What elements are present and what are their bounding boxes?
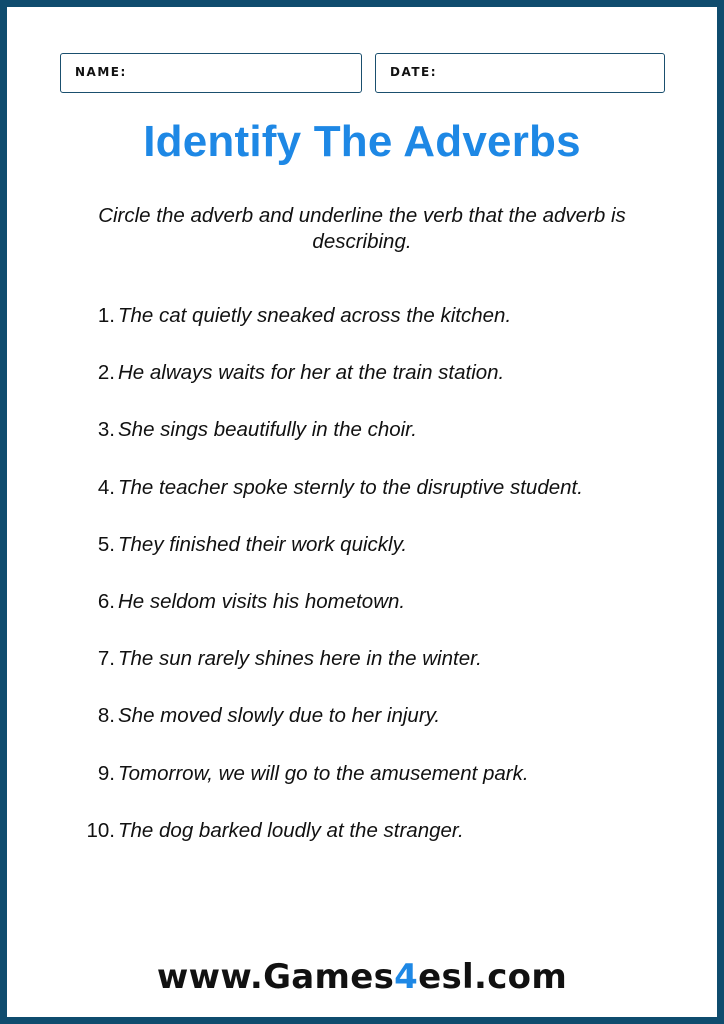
item-number: 7. (97, 647, 115, 671)
list-item (7, 361, 717, 418)
item-number: 9. (97, 761, 115, 785)
item-sentence: Tomorrow, we will go to the amusement park. (118, 761, 529, 785)
item-sentence: She moved slowly due to her injury. (118, 704, 441, 728)
date-field[interactable] (375, 53, 665, 93)
item-number: 6. (97, 589, 115, 613)
item-sentence: The sun rarely shines here in the winter. (118, 647, 482, 671)
list-item (7, 304, 717, 361)
footer-accent: 4 (394, 957, 419, 997)
website-footer (7, 957, 717, 997)
item-sentence: The teacher spoke sternly to the disruptive student. (118, 475, 583, 499)
item-sentence: He seldom visits his hometown. (118, 589, 406, 613)
date-label: DATE: (390, 65, 437, 79)
list-item (7, 762, 717, 819)
exercise-list (7, 304, 717, 876)
item-number: 10. (86, 818, 115, 842)
list-item (7, 476, 717, 533)
item-sentence: The dog barked loudly at the stranger. (118, 818, 464, 842)
footer-suffix: esl.com (418, 957, 568, 997)
list-item (7, 704, 717, 761)
item-number: 5. (97, 532, 115, 556)
list-item (7, 819, 717, 876)
item-sentence: He always waits for her at the train station. (118, 361, 505, 385)
name-label: NAME: (75, 65, 127, 79)
item-number: 3. (97, 418, 115, 442)
item-sentence: They finished their work quickly. (118, 532, 408, 556)
instructions-text: Circle the adverb and underline the verb that the adverb is describing. (98, 204, 626, 253)
footer-prefix: www.Games (156, 957, 395, 997)
name-field[interactable] (60, 53, 362, 93)
item-number: 8. (97, 704, 115, 728)
list-item (7, 590, 717, 647)
page-title: Identify The Adverbs (143, 117, 581, 166)
item-number: 2. (97, 361, 115, 385)
item-number: 1. (97, 304, 115, 327)
list-item (7, 647, 717, 704)
item-sentence: She sings beautifully in the choir. (118, 418, 417, 442)
list-item (7, 533, 717, 590)
item-number: 4. (97, 475, 115, 499)
item-sentence: The cat quietly sneaked across the kitchen. (118, 304, 512, 327)
list-item (7, 418, 717, 475)
